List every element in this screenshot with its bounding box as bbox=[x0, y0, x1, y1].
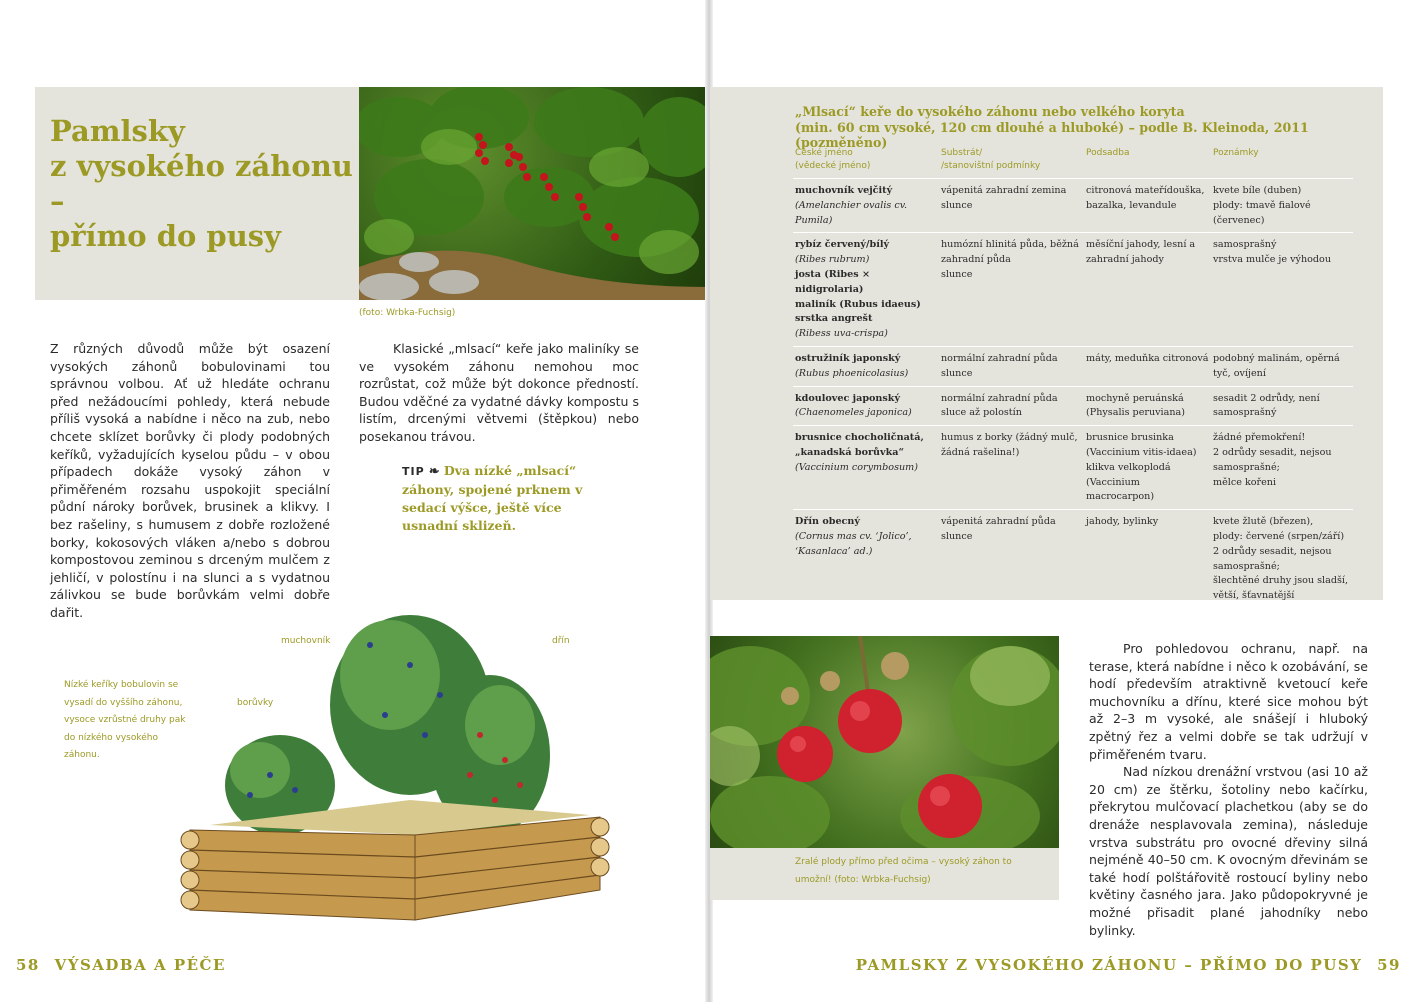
running-head-left: VÝSADBA A PÉČE bbox=[54, 956, 226, 974]
table-row bbox=[793, 510, 1353, 608]
cell-notes-line: kvete bíle (duben) bbox=[1213, 185, 1302, 196]
raspberry-photo bbox=[710, 636, 1059, 848]
header-substrate-line2: /stanovištní podmínky bbox=[941, 161, 1041, 171]
cell-name-line: (Chaenomeles japonica) bbox=[795, 407, 912, 419]
shrub-table-body bbox=[793, 179, 1353, 608]
tip-label: TIP bbox=[402, 465, 425, 478]
cell-substrate-line: slunce bbox=[941, 268, 973, 280]
raspberry-photo-art bbox=[710, 636, 1059, 848]
header-substrate bbox=[939, 145, 1084, 179]
cell-name-line: (Rubus phoenicolasius) bbox=[795, 367, 909, 379]
cell-notes-line: 2 odrůdy sesadit, nejsou samosprašné; bbox=[1213, 446, 1332, 473]
leaf-icon: ❧ bbox=[429, 463, 440, 478]
table-title-line-2: (min. 60 cm vysoké, 120 cm dlouhé a hluboké) – podle B. Kleinoda, 2011 (pozměněno) bbox=[795, 119, 1309, 150]
cell-name-line: srstka angrešt bbox=[795, 313, 873, 325]
header-notes-line1: Poznámky bbox=[1213, 148, 1259, 158]
cell-name bbox=[793, 233, 939, 347]
left-page bbox=[0, 0, 709, 1002]
cell-substrate bbox=[939, 233, 1084, 347]
cell-notes-line: vrstva mulče je výhodou bbox=[1213, 254, 1332, 266]
cell-substrate-line: slunce bbox=[941, 367, 973, 379]
header-name-line1: České jméno bbox=[795, 148, 853, 158]
cell-name-line: „kanadská borůvka“ bbox=[795, 446, 904, 458]
cell-underplant-line: jahody, bylinky bbox=[1086, 516, 1159, 528]
cell-underplant-line: mochyně peruánská (Physalis peruviana) bbox=[1086, 392, 1185, 419]
cell-notes-line: podobný malinám, opěrná tyč, ovíjení bbox=[1213, 352, 1340, 379]
cell-name-line: (Ribess uva-crispa) bbox=[795, 328, 888, 340]
cell-notes bbox=[1211, 346, 1353, 386]
title-line-2: z vysokého záhonu – bbox=[50, 149, 353, 218]
cell-notes-line: samosprašný bbox=[1213, 239, 1277, 251]
tip-box bbox=[402, 462, 602, 535]
cell-name bbox=[793, 386, 939, 426]
cell-name bbox=[793, 346, 939, 386]
right-paragraph-2: Nad nízkou drenážní vrstvou (asi 10 až 20 cm) ze štěrku, šotoliny nebo kačírku, překrytou mulčovací plachetkou (aby se do drenáže nesplavovala zemina), následuje vrstva substrátu pro ovocné dřeviny silná nejméně 40–50 cm. K ovocným dřevinám se také hodí polštářovitě rostoucí byliny nebo květiny časného jara. Jako půdopokryvné je možné přisadit plané jahodníky nebo bylinky. bbox=[1089, 764, 1368, 938]
cell-name-line: rybíz červený/bílý bbox=[795, 239, 890, 251]
cell-underplant bbox=[1084, 386, 1211, 426]
label-boruvky: borůvky bbox=[237, 698, 274, 708]
table-row bbox=[793, 179, 1353, 233]
label-drin: dřín bbox=[552, 636, 570, 646]
cell-underplant bbox=[1084, 346, 1211, 386]
cell-notes bbox=[1211, 233, 1353, 347]
cell-name-line: (Cornus mas cv. ‘Jolico’, ‘Kasanlaca’ ad.) bbox=[795, 530, 912, 557]
cell-name-line: (Vaccinium corymbosum) bbox=[795, 461, 919, 473]
cell-notes-line: kvete žlutě (březen), bbox=[1213, 516, 1314, 528]
table-title bbox=[795, 104, 1375, 151]
page-number-right: 59 bbox=[1377, 956, 1401, 974]
cell-substrate bbox=[939, 510, 1084, 608]
folio-right bbox=[856, 956, 1401, 974]
body-column-1: Z různých důvodů může být osazení vysokých záhonů bobulovinami tou správnou volbou. Ať už hledáte ochranu před nežádoucími pohledy, která nebude příliš vysoká a nabídne i něco na zub, nebo chcete sklízet borůvky či plody podobných keříků, vyžadujících kyselou půdu – v obou případech dokáže vysoký záhon v přiměřeném rozsahu uspokojit speciální půdní nároky borůvek, brusinek a klikvy. I bez rašeliny, s humusem z dobře rozložené borky, kokosových vláken a/nebo s dobrou kompostovou zeminou s drceným mulčem z jehličí, v polostínu i na slunci a s vydatnou zálivkou se bude borůvkám velmi dobře dařit. bbox=[50, 341, 330, 620]
header-name-line2: (vědecké jméno) bbox=[795, 161, 871, 171]
cell-substrate-line: slunce bbox=[941, 530, 973, 542]
cell-underplant bbox=[1084, 510, 1211, 608]
cell-substrate bbox=[939, 386, 1084, 426]
running-head-right: PAMLSKY Z VYSOKÉHO ZÁHONU – PŘÍMO DO PUSY bbox=[855, 956, 1363, 974]
cell-substrate bbox=[939, 179, 1084, 233]
header-underplanting bbox=[1084, 145, 1211, 179]
cell-underplant bbox=[1084, 179, 1211, 233]
redcurrant-photo-art bbox=[359, 87, 709, 300]
cell-substrate-line: vápenitá zahradní půda bbox=[941, 516, 1056, 528]
cell-name-line: ostružiník japonský bbox=[795, 352, 901, 364]
cell-name-line: muchovník vejčitý bbox=[795, 185, 893, 196]
cell-notes bbox=[1211, 179, 1353, 233]
shrub-table bbox=[793, 145, 1353, 608]
title-line-1: Pamlsky bbox=[50, 114, 185, 148]
cell-underplant-line: měsíční jahody, lesní a zahradní jahody bbox=[1086, 239, 1196, 266]
table-title-line-1: „Mlsací“ keře do vysokého záhonu nebo velkého koryta bbox=[795, 104, 1185, 119]
cell-name-line: (Amelanchier ovalis cv. Pumila) bbox=[795, 199, 908, 226]
table-row bbox=[793, 426, 1353, 510]
cell-notes-line: sesadit 2 odrůdy, není samosprašný bbox=[1213, 392, 1320, 419]
table-row bbox=[793, 386, 1353, 426]
cell-substrate-line: normální zahradní půda bbox=[941, 392, 1058, 404]
raspberry-caption: Zralé plody přímo před očima – vysoký záhon to umožní! (foto: Wrbka-Fuchsig) bbox=[795, 857, 1012, 885]
header-substrate-line1: Substrát/ bbox=[941, 148, 983, 158]
cell-name-line: maliník (Rubus idaeus) bbox=[795, 298, 921, 310]
cell-name-line: (Ribes rubrum) bbox=[795, 254, 870, 266]
body-column-2: Klasické „mlsací“ keře jako maliníky se ve vysokém záhonu nemohou moc rozrůstat, což může být dokonce předností. Budou vděčné za vydatné dávky kompostu s listím, drcenými větvemi (štěpkou) nebo posekanou trávou. bbox=[359, 341, 639, 444]
cell-name-line: Dřín obecný bbox=[795, 516, 860, 528]
cell-notes bbox=[1211, 426, 1353, 510]
cell-name-line: kdoulovec japonský bbox=[795, 392, 901, 404]
header-underplanting-line1: Podsadba bbox=[1086, 148, 1130, 158]
title-line-3: přímo do pusy bbox=[50, 219, 281, 253]
page-number-left: 58 bbox=[16, 956, 40, 974]
cell-notes bbox=[1211, 386, 1353, 426]
cell-underplant-line: máty, meduňka citronová bbox=[1086, 352, 1209, 364]
cell-notes-line: plody: tmavě fialové (červenec) bbox=[1213, 199, 1311, 226]
cell-underplant-line: klikva velkoplodá (Vaccinium macrocarpon) bbox=[1086, 461, 1171, 503]
header-name bbox=[793, 145, 939, 179]
cell-notes-line: mělce kořeni bbox=[1213, 476, 1277, 488]
cell-underplant bbox=[1084, 426, 1211, 510]
label-muchovnik: muchovník bbox=[281, 636, 331, 646]
cell-name bbox=[793, 426, 939, 510]
cell-underplant bbox=[1084, 233, 1211, 347]
cell-substrate-line: humus z borky (žádný mulč, žádná rašelina!) bbox=[941, 432, 1078, 458]
cell-notes-line: plody: červené (srpen/září) bbox=[1213, 530, 1345, 542]
tip-text: Dva nízké „mlsací“ záhony, spojené prknem v sedací výšce, ještě více usnadní sklizeň. bbox=[402, 463, 583, 533]
cell-name-line: josta (Ribes × nidigrolaria) bbox=[795, 268, 871, 295]
cell-notes-line: 2 odrůdy sesadit, nejsou samosprašné; bbox=[1213, 545, 1332, 572]
right-paragraph-1: Pro pohledovou ochranu, např. na terase, která nabídne i něco k ozobávání, se hodí především atraktivně kvetoucí keře muchovníku a dřínu, které sice mohou být až 2–3 m vysoké, ale snášejí i hluboký zpětný řez a velmi dobře se tak udržují v přiměřeném tvaru. bbox=[1089, 641, 1368, 762]
cell-substrate-line: slunce bbox=[941, 199, 973, 211]
table-header-row bbox=[793, 145, 1353, 179]
cell-substrate-line: vápenitá zahradní zemina bbox=[941, 185, 1067, 196]
cell-notes bbox=[1211, 510, 1353, 608]
cell-substrate bbox=[939, 346, 1084, 386]
cell-notes-line: žádné přemokření! bbox=[1213, 432, 1306, 444]
cell-substrate-line: sluce až polostín bbox=[941, 407, 1022, 419]
table-row bbox=[793, 346, 1353, 386]
cell-name bbox=[793, 179, 939, 233]
illustration-caption: Nízké keříky bobulovin se vysadí do vyššího záhonu, vysoce vzrůstné druhy pak do nízkého vysokého záhonu. bbox=[64, 680, 186, 760]
cell-substrate-line: normální zahradní půda bbox=[941, 352, 1058, 364]
folio-left bbox=[16, 956, 226, 974]
page-title bbox=[50, 114, 360, 254]
photo-credit: (foto: Wrbka-Fuchsig) bbox=[359, 308, 456, 318]
cell-substrate bbox=[939, 426, 1084, 510]
cell-notes-line: šlechtěné druhy jsou sladší, větší, šťavnatější bbox=[1213, 575, 1349, 602]
cell-substrate-line: humózní hlinitá půda, běžná zahradní půda bbox=[941, 239, 1079, 266]
redcurrant-photo bbox=[359, 87, 709, 300]
cell-name-line: brusnice chocholičnatá, bbox=[795, 432, 924, 444]
cell-underplant-line: citronová mateřídouška, bazalka, levandule bbox=[1086, 185, 1205, 211]
table-row bbox=[793, 233, 1353, 347]
cell-name bbox=[793, 510, 939, 608]
header-notes bbox=[1211, 145, 1353, 179]
cell-underplant-line: brusnice brusinka (Vaccinium vitis-idaea) bbox=[1086, 432, 1197, 458]
right-body-text bbox=[1089, 640, 1368, 939]
